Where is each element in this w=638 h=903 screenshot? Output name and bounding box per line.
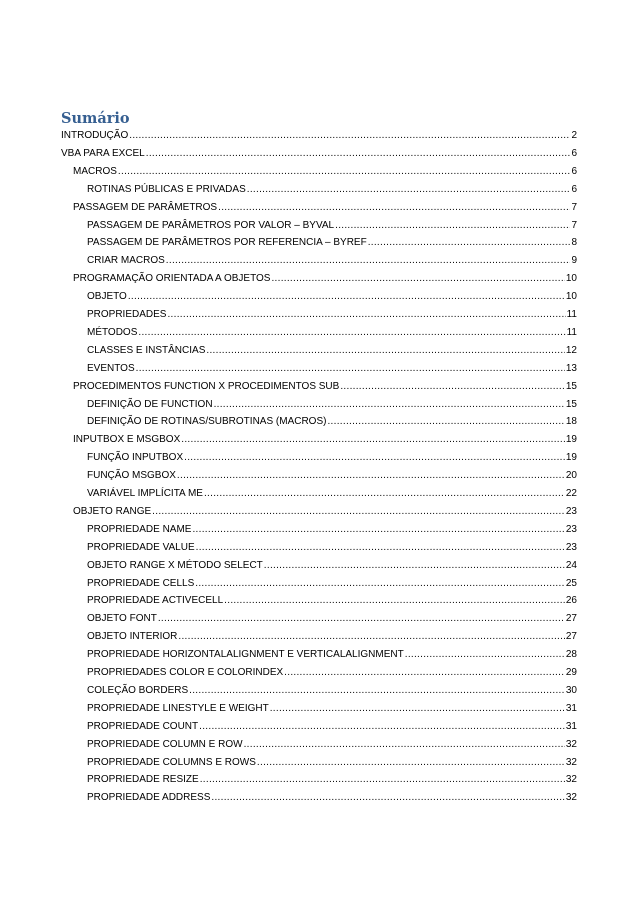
toc-entry-title: OBJETO INTERIOR — [87, 631, 178, 643]
toc-entry[interactable] — [87, 542, 577, 560]
dot-leader — [138, 327, 565, 338]
toc-entry-page: 15 — [565, 398, 577, 410]
toc-entry-page: 31 — [565, 702, 577, 714]
toc-entry[interactable] — [87, 488, 577, 506]
toc-entry-title: PASSAGEM DE PARÂMETROS POR REFERENCIA – BYREF — [87, 237, 367, 249]
dot-leader — [181, 434, 565, 445]
toc-entry-title: PASSAGEM DE PARÂMETROS — [73, 201, 218, 213]
toc-entry-title: INTRODUÇÃO — [61, 130, 129, 141]
dot-leader — [224, 595, 565, 606]
toc-entry-page: 23 — [565, 541, 577, 553]
toc-entry-page: 9 — [571, 255, 577, 267]
dot-leader — [214, 399, 565, 410]
toc-entry[interactable] — [87, 452, 577, 470]
toc-entry-title: PASSAGEM DE PARÂMETROS POR VALOR – BYVAL — [87, 219, 335, 231]
toc-entry[interactable] — [87, 703, 577, 721]
toc-entry[interactable] — [87, 327, 577, 345]
toc-entry[interactable] — [87, 524, 577, 542]
toc-entry-page: 29 — [565, 667, 577, 678]
toc-entry-page: 6 — [571, 183, 577, 195]
toc-entry-title: PROCEDIMENTOS FUNCTION X PROCEDIMENTOS SUB — [73, 380, 340, 392]
toc-entry-page: 32 — [565, 756, 577, 768]
toc-entry[interactable] — [87, 220, 577, 238]
toc-entry-page: 11 — [566, 309, 577, 320]
toc-entry-title: PROPRIEDADE CELLS — [87, 577, 195, 589]
toc-entry-page: 19 — [565, 434, 577, 446]
toc-entry-page: 10 — [565, 273, 577, 285]
dot-leader — [128, 291, 565, 302]
toc-entry-title: ROTINAS PÚBLICAS E PRIVADAS — [87, 183, 246, 195]
toc-entry[interactable] — [73, 381, 577, 399]
dot-leader — [158, 613, 565, 624]
toc-entry[interactable] — [87, 291, 577, 309]
toc-entry-page: 12 — [565, 344, 577, 356]
toc-entry[interactable] — [87, 345, 577, 363]
toc-entry-page: 18 — [565, 416, 577, 428]
toc-entry[interactable] — [87, 470, 577, 488]
toc-entry[interactable] — [87, 774, 577, 792]
toc-entry[interactable] — [87, 237, 577, 255]
toc-entry-page: 27 — [565, 613, 577, 625]
toc-entry-page: 13 — [565, 362, 577, 374]
dot-leader — [264, 560, 565, 571]
toc-entry-title: FUNÇÃO INPUTBOX — [87, 452, 184, 464]
dot-leader — [257, 757, 565, 768]
toc-entry-page: 6 — [571, 147, 577, 159]
toc-entry-page: 7 — [571, 219, 577, 231]
toc-entry-title: OBJETO — [87, 291, 127, 303]
toc-entry-title: MACROS — [73, 165, 117, 177]
dot-leader — [368, 237, 571, 248]
toc-entry-title: PROPRIEDADE NAME — [87, 523, 192, 535]
toc-entry-page: 32 — [565, 792, 577, 804]
toc-entry-page: 26 — [565, 595, 577, 607]
dot-leader — [335, 220, 570, 231]
dot-leader — [177, 470, 565, 481]
toc-entry-title: INPUTBOX E MSGBOX — [73, 434, 181, 446]
dot-leader — [184, 452, 565, 463]
toc-entry[interactable] — [73, 506, 577, 524]
toc-entry-title: DEFINIÇÃO DE FUNCTION — [87, 398, 213, 410]
dot-leader — [146, 148, 571, 159]
dot-leader — [340, 381, 565, 392]
toc-entry[interactable] — [87, 184, 577, 202]
dot-leader — [129, 130, 570, 141]
dot-leader — [206, 345, 565, 356]
toc-entry-page: 28 — [565, 649, 577, 661]
toc-entry-title: PROPRIEDADE ACTIVECELL — [87, 595, 224, 607]
toc-entry-page: 32 — [565, 738, 577, 750]
toc-entry-title: OBJETO FONT — [87, 613, 157, 625]
toc-entry-page: 2 — [571, 130, 577, 141]
dot-leader — [204, 488, 565, 499]
toc-entry[interactable] — [87, 416, 577, 434]
toc-entry[interactable] — [87, 560, 577, 578]
toc-entry-title: VBA PARA EXCEL — [61, 147, 145, 159]
dot-leader — [284, 667, 565, 678]
toc-entry[interactable] — [87, 309, 577, 327]
dot-leader — [189, 685, 565, 696]
toc-entry-title: COLEÇÃO BORDERS — [87, 684, 189, 696]
toc-entry[interactable] — [87, 649, 577, 667]
toc-entry[interactable] — [61, 130, 577, 148]
toc-entry-title: CRIAR MACROS — [87, 255, 165, 267]
toc-entry[interactable] — [87, 792, 577, 810]
dot-leader — [200, 774, 565, 785]
toc-entry-title: PROPRIEDADE COLUMNS E ROWS — [87, 756, 256, 768]
toc-entry-title: OBJETO RANGE — [73, 505, 152, 517]
dot-leader — [166, 255, 571, 266]
dot-leader — [244, 739, 565, 750]
dot-leader — [195, 578, 565, 589]
toc-entry[interactable] — [87, 613, 577, 631]
toc-entry-page: 22 — [565, 488, 577, 499]
toc-entry-title: PROPRIEDADE LINESTYLE E WEIGHT — [87, 702, 269, 714]
toc-entry-title: OBJETO RANGE X MÉTODO SELECT — [87, 559, 263, 571]
toc-entry-page: 15 — [565, 380, 577, 392]
toc-entry-title: MÉTODOS — [87, 326, 138, 338]
toc-entry[interactable] — [73, 202, 577, 220]
toc-entry-title: PROPRIEDADE HORIZONTALALIGNMENT E VERTICALALIGNMENT — [87, 649, 404, 661]
toc-entry[interactable] — [87, 739, 577, 757]
toc-entry-title: PROPRIEDADE RESIZE — [87, 774, 199, 786]
toc-entry-page: 8 — [571, 237, 577, 249]
toc-entry[interactable] — [87, 595, 577, 613]
dot-leader — [211, 792, 565, 803]
toc-entry-page: 32 — [565, 774, 577, 786]
dot-leader — [199, 721, 565, 732]
dot-leader — [167, 309, 565, 320]
toc-entry-title: EVENTOS — [87, 362, 135, 374]
dot-leader — [327, 416, 564, 427]
dot-leader — [152, 506, 565, 517]
toc-entry[interactable] — [87, 757, 577, 775]
toc-entry-title: DEFINIÇÃO DE ROTINAS/SUBROTINAS (MACROS) — [87, 416, 327, 428]
toc-entry[interactable] — [61, 148, 577, 166]
toc-entry[interactable] — [73, 166, 577, 184]
toc-entry-title: PROPRIEDADE VALUE — [87, 541, 195, 553]
toc-entry-page: 24 — [565, 559, 577, 571]
dot-leader — [196, 542, 565, 553]
toc-entry[interactable] — [87, 363, 577, 381]
toc-entry-page: 7 — [571, 201, 577, 213]
dot-leader — [247, 184, 571, 195]
toc-entry-title: PROPRIEDADE ADDRESS — [87, 792, 211, 804]
toc-heading: Sumário — [61, 110, 130, 127]
dot-leader — [405, 649, 565, 660]
toc-entry[interactable] — [87, 721, 577, 739]
toc-entry-page: 23 — [565, 505, 577, 517]
toc-entry-page: 30 — [565, 684, 577, 696]
dot-leader — [270, 703, 565, 714]
toc-entry-title: PROPRIEDADE COLUMN E ROW — [87, 738, 243, 750]
toc-entry[interactable] — [87, 255, 577, 273]
toc-entry-title: VARIÁVEL IMPLÍCITA ME — [87, 488, 203, 499]
dot-leader — [136, 363, 565, 374]
toc-entry-page: 31 — [565, 720, 577, 732]
dot-leader — [178, 631, 564, 642]
toc-entry-page: 19 — [565, 452, 577, 464]
toc-entry-page: 23 — [565, 523, 577, 535]
toc-entry-page: 6 — [571, 165, 577, 177]
toc-entry-page: 10 — [565, 291, 577, 303]
dot-leader — [118, 166, 571, 177]
toc-entry-page: 11 — [566, 326, 577, 338]
toc-entry[interactable] — [87, 631, 577, 649]
toc-entry-title: PROPRIEDADES — [87, 309, 167, 320]
dot-leader — [192, 524, 564, 535]
toc-entry[interactable] — [87, 399, 577, 417]
dot-leader — [218, 202, 570, 213]
toc-entry[interactable] — [87, 667, 577, 685]
toc-entry-title: PROPRIEDADES COLOR E COLORINDEX — [87, 667, 284, 678]
toc-entry-page: 27 — [565, 631, 577, 643]
toc-entry-title: CLASSES E INSTÂNCIAS — [87, 344, 206, 356]
toc-entry-title: PROGRAMAÇÃO ORIENTADA A OBJETOS — [73, 273, 271, 285]
toc-entry-page: 25 — [565, 577, 577, 589]
toc-entry-title: PROPRIEDADE COUNT — [87, 720, 199, 732]
dot-leader — [271, 273, 564, 284]
toc-entry[interactable] — [87, 685, 577, 703]
toc-entry[interactable] — [87, 578, 577, 596]
toc-entry[interactable] — [73, 273, 577, 291]
toc-entry-title: FUNÇÃO MSGBOX — [87, 470, 176, 482]
toc-entry-page: 20 — [565, 470, 577, 482]
toc-entry[interactable] — [73, 434, 577, 452]
